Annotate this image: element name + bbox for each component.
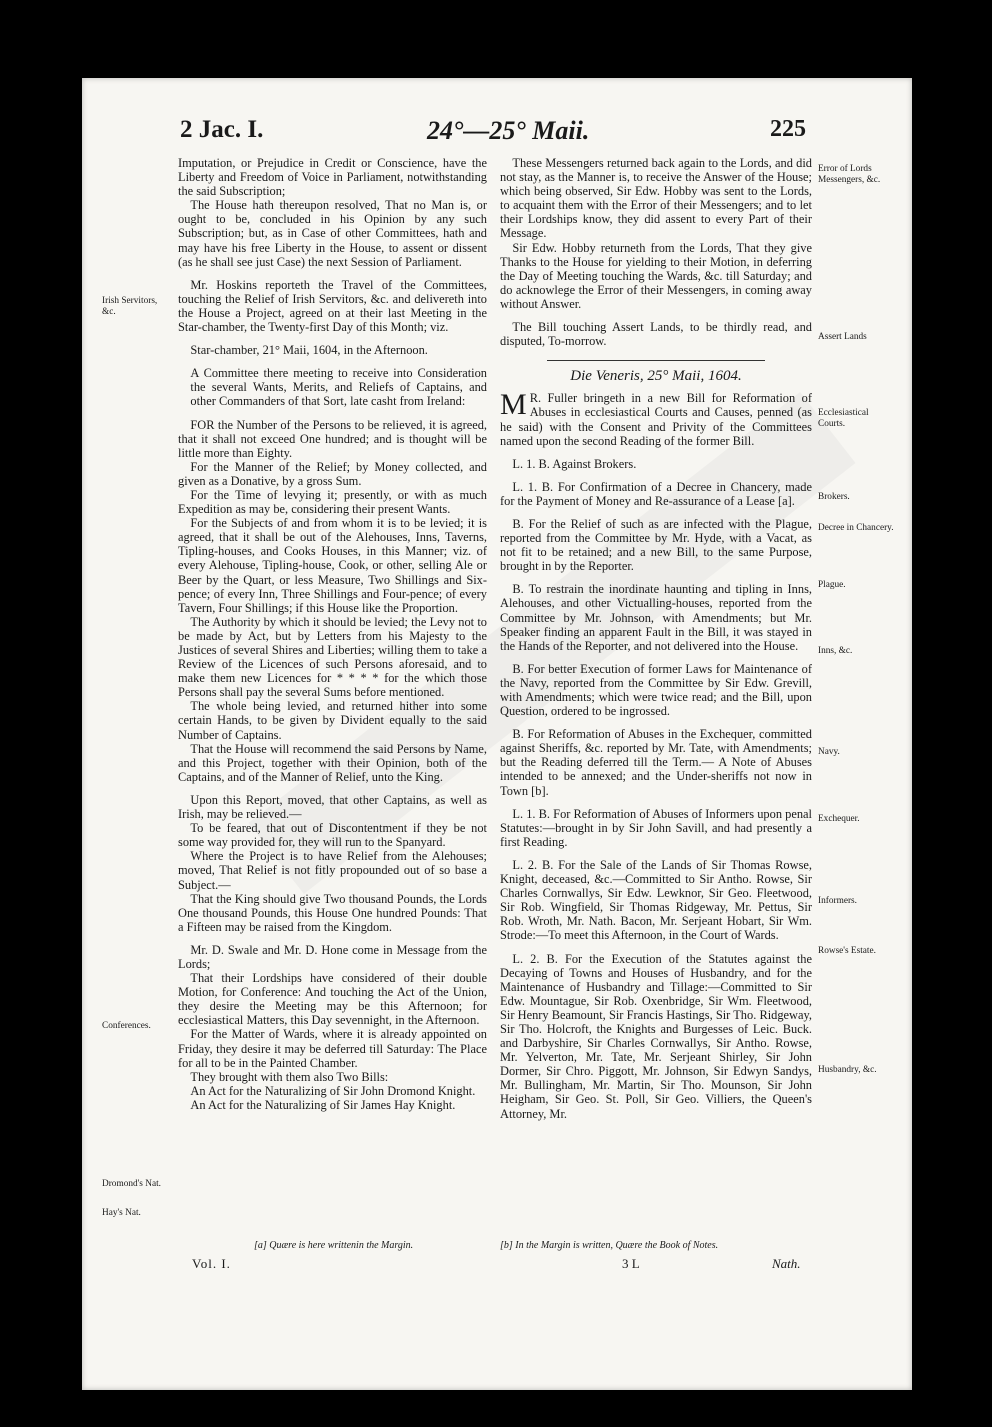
paragraph: Upon this Report, moved, that other Captains, as well as Irish, may be relieved.—: [178, 792, 487, 822]
running-head-left: 2 Jac. I.: [180, 116, 264, 143]
paragraph: B. For Reformation of Abuses in the Exchequer, committed against Sheriffs, &c. reported by Mr. Tate, with Amendments; but the Reading deferred till the Term.— A Note of Abuses intended to be annexed; and the Under-sheriffs not now in Town [b].: [500, 727, 812, 798]
footnote-b: [b] In the Margin is written, Quære the Book of Notes.: [500, 1240, 719, 1251]
page-number: 225: [770, 116, 806, 142]
paragraph: The Bill touching Assert Lands, to be thirdly read, and disputed, To-morrow.: [500, 320, 812, 349]
paragraph: Sir Edw. Hobby returneth from the Lords, That they give Thanks to the House for yielding to their Motion, in deferring the Day of Meeting touching the Wards, &c. till Saturday; and do acknowlege the Error of their Messengers, in coming away without Answer.: [500, 240, 812, 311]
paragraph: Imputation, or Prejudice in Credit or Conscience, have the Liberty and Freedom of Voice in Parliament, notwithstanding the said Subscription;: [178, 156, 487, 199]
paragraph: The House hath thereupon resolved, That no Man is, or ought to be, concluded in his Opinion by any such Subscription; but, as in Case of other Committees, hath and may have his free Liberty in the House, to assent or dissent (as he shall see just Case) the next Session of Parliament.: [178, 198, 487, 269]
side-note: Hay's Nat.: [102, 1208, 141, 1218]
side-note: Assert Lands: [818, 332, 867, 342]
paragraph: Mr. Hoskins reporteth the Travel of the Committees, touching the Relief of Irish Servitors, &c. and delivereth into the House a Project, agreed on at their last Meeting in the Star-chamber, the Twenty-first Day of this Month; viz.: [178, 277, 487, 335]
footnote-a: [a] Quære is here writtenin the Margin.: [254, 1240, 414, 1251]
document-page: [82, 78, 912, 1390]
paragraph: B. For the Relief of such as are infected with the Plague, reported from the Committee by Mr. Hyde, with a Vacat, as not fit to be retained; and a new Bill, to the same Purpose, brought in by the Reporter.: [500, 516, 812, 574]
paragraph: An Act for the Naturalizing of Sir James Hay Knight.: [190, 1097, 456, 1112]
side-note: Decree in Chancery.: [818, 523, 894, 533]
side-note: Rowse's Estate.: [818, 946, 876, 956]
paragraph: L. 1. B. For Reformation of Abuses of Informers upon penal Statutes:—brought in by Sir John Savill, and had presently a first Reading.: [500, 806, 812, 849]
side-note: Error of Lords Messengers, &c.: [818, 164, 881, 185]
right-column: [500, 156, 812, 1121]
paragraph: Where the Project is to have Relief from the Alehouses; moved, That Relief is not fitly propounded out of so base a Subject.—: [178, 849, 487, 892]
paragraph: The whole being levied, and returned hither into some certain Hands, to be given by Divident equally to the said Number of Captains.: [178, 699, 487, 742]
left-column: [178, 156, 487, 1112]
paragraph: L. 2. B. For the Execution of the Statutes against the Decaying of Towns and Houses of Husbandry, and for the Maintenance of Husbandry and Tillage:—Committed to Sir Edw. Mountague, Sir Rob. Oxenbridge, Sir Wm. Fleetwood, Sir Henry Beamount, Sir Francis Hastings, Sir Tho. Ridgeway, Sir Tho. Holcroft, the Knights and Burgesses of Leic. Buck. and Darbyshire, Sir Charles Cornwallys, Sir Antho. Rowse, Mr. Yelverton, Mr. Tate, Mr. Serjeant Shirley, Sir John Dormer, Sir Chro. Piggott, Mr. Johnson, Sir Edwyn Sandys, Mr. Bullingham, Mr. Martin, Sir Tho. Mounson, Sir John Heigham, Sir Geo. St. Poll, Sir Geo. Villiers, the Queen's Attorney, Mr.: [500, 951, 812, 1121]
side-note: Conferences.: [102, 1021, 151, 1031]
drop-cap: M: [500, 388, 527, 422]
paragraph: B. To restrain the inordinate haunting and tipling in Inns, Alehouses, and other Victualling-houses, reported from the Committee by Mr. Johnson, with Amendments; but Mr. Speaker finding an apparent Fault in the Bill, it was stayed in the Hands of the Reporter, and not delivered into the House.: [500, 582, 812, 653]
paragraph: FOR the Number of the Persons to be relieved, it is agreed, that it shall not exceed One hundred; and is thought will be little more than Eighty.: [178, 417, 487, 460]
section-rule: [547, 360, 765, 361]
signature-mark: 3 L: [622, 1256, 640, 1271]
side-note: Inns, &c.: [818, 646, 853, 656]
side-note: Navy.: [818, 747, 840, 757]
paragraph: They brought with them also Two Bills:: [190, 1069, 389, 1084]
paragraph: A Committee there meeting to receive into Consideration the several Wants, Merits, and Reliefs of Captains, and other Commanders of that Sort, late casht from Ireland:: [190, 366, 487, 409]
side-note: Dromond's Nat.: [102, 1179, 161, 1189]
paragraph: The Authority by which it should be levied; the Levy not to be made by Act, but by Letters from his Majesty to the Justices of several Shires and Liberties; willing them to take a Review of the Licences of such Persons aforesaid, and to make them new Licences for * * * * for the which those Persons shall pay the several Sums before mentioned.: [178, 614, 487, 700]
paragraph: L. 1. B. Against Brokers.: [512, 456, 637, 471]
paragraph: L. 2. B. For the Sale of the Lands of Sir Thomas Rowse, Knight, deceased, &c.—Committed to Sir Antho. Rowse, Sir Charles Cornwallys, Sir Edw. Lewknor, Sir Geo. Fleetwood, Sir Rob. Wingfield, Sir Thomas Ridgeway, Mr. Pettus, Sir Rob. Wroth, Mr. Nath. Bacon, Mr. Serjeant Hobart, Sir Wm. Strode:—To meet this Afternoon, in the Court of Wards.: [500, 857, 812, 943]
paragraph: For the Manner of the Relief; by Money collected, and given as a Donative, by a gross Sum.: [178, 459, 487, 488]
paragraph: These Messengers returned back again to the Lords, and did not stay, as the Manner is, to receive the Answer of the House; which being observed, Sir Edw. Hobby was sent to the Lords, to acquaint them with the Error of their Messengers; and to let their Lordships know, they did assent to every Part of their Message.: [500, 156, 812, 241]
side-note: Informers.: [818, 896, 857, 906]
side-note: Brokers.: [818, 492, 850, 502]
paragraph: For the Matter of Wards, where it is already appointed on Friday, they desire it may be deferred till Saturday: The Place for all to be in the Painted Chamber.: [178, 1027, 487, 1070]
paragraph: To be feared, that out of Discontentment if they be not some way provided for, they will run to the Spanyard.: [178, 821, 487, 850]
paragraph: B. For better Execution of former Laws for Maintenance of the Navy, reported from the Committee by Sir Edw. Grevill, with Amendments; which were twice read; and the Bill, upon Question, ordered to be ingrossed.: [500, 661, 812, 719]
side-note: Ecclesiastical Courts.: [818, 408, 869, 429]
paragraph: For the Time of levying it; presently, or with as much Expedition as may be, considering their present Wants.: [178, 487, 487, 517]
side-note: Exchequer.: [818, 814, 860, 824]
paragraph: M R. Fuller bringeth in a new Bill for Reformation of Abuses in ecclesiastical Courts and Causes, penned (as he said) with the Consent and Privity of the Committees named upon the second Reading of the former Bill.: [500, 388, 812, 448]
side-note: Husbandry, &c.: [818, 1065, 877, 1075]
paragraph: That their Lordships have considered of their double Motion, for Conference: And touching the Act of the Union, they desire the Meeting may be this Afternoon; for ecclesiastical Matters, this Day sevennight, in the Afternoon.: [178, 971, 487, 1028]
paragraph: For the Subjects of and from whom it is to be levied; it is agreed, that it shall be out of the Alehouses, Inns, Taverns, Tipling-houses, and Cooks Houses, in this Manner; viz. of every Alehouse, Tipling-house, Cook, or other, selling Ale or Beer by the Quart, or less Measure, Two Shillings and Six-pence; of every Inn, Three Shillings and Four-pence; of every Tavern, Four Shillings; if this House like the Proportion.: [178, 516, 487, 615]
day-heading: Die Veneris, 25° Maii, 1604.: [570, 368, 742, 385]
side-note: Irish Servitors, &c.: [102, 296, 158, 317]
volume-mark: Vol. I.: [192, 1256, 231, 1271]
running-head-date: 24°—25° Maii.: [427, 116, 590, 145]
paragraph: Star-chamber, 21° Maii, 1604, in the Afternoon.: [190, 343, 428, 358]
paragraph: That the House will recommend the said Persons by Name, and this Project, together with their Opinion, both of the Captains, and of the Manner of Relief, unto the King.: [178, 741, 487, 784]
paragraph: Mr. D. Swale and Mr. D. Hone come in Message from the Lords;: [178, 942, 487, 971]
catchword: Nath.: [772, 1256, 801, 1271]
side-note: Plague.: [818, 580, 846, 590]
paragraph: That the King should give Two thousand Pounds, the Lords One thousand Pounds, this House One hundred Pounds: That a Fifteen may be raised from the Kingdom.: [178, 891, 487, 934]
paragraph: L. 1. B. For Confirmation of a Decree in Chancery, made for the Payment of Money and Re-assurance of a Lease [a].: [500, 479, 812, 508]
paragraph: An Act for the Naturalizing of Sir John Dromond Knight.: [190, 1083, 476, 1098]
